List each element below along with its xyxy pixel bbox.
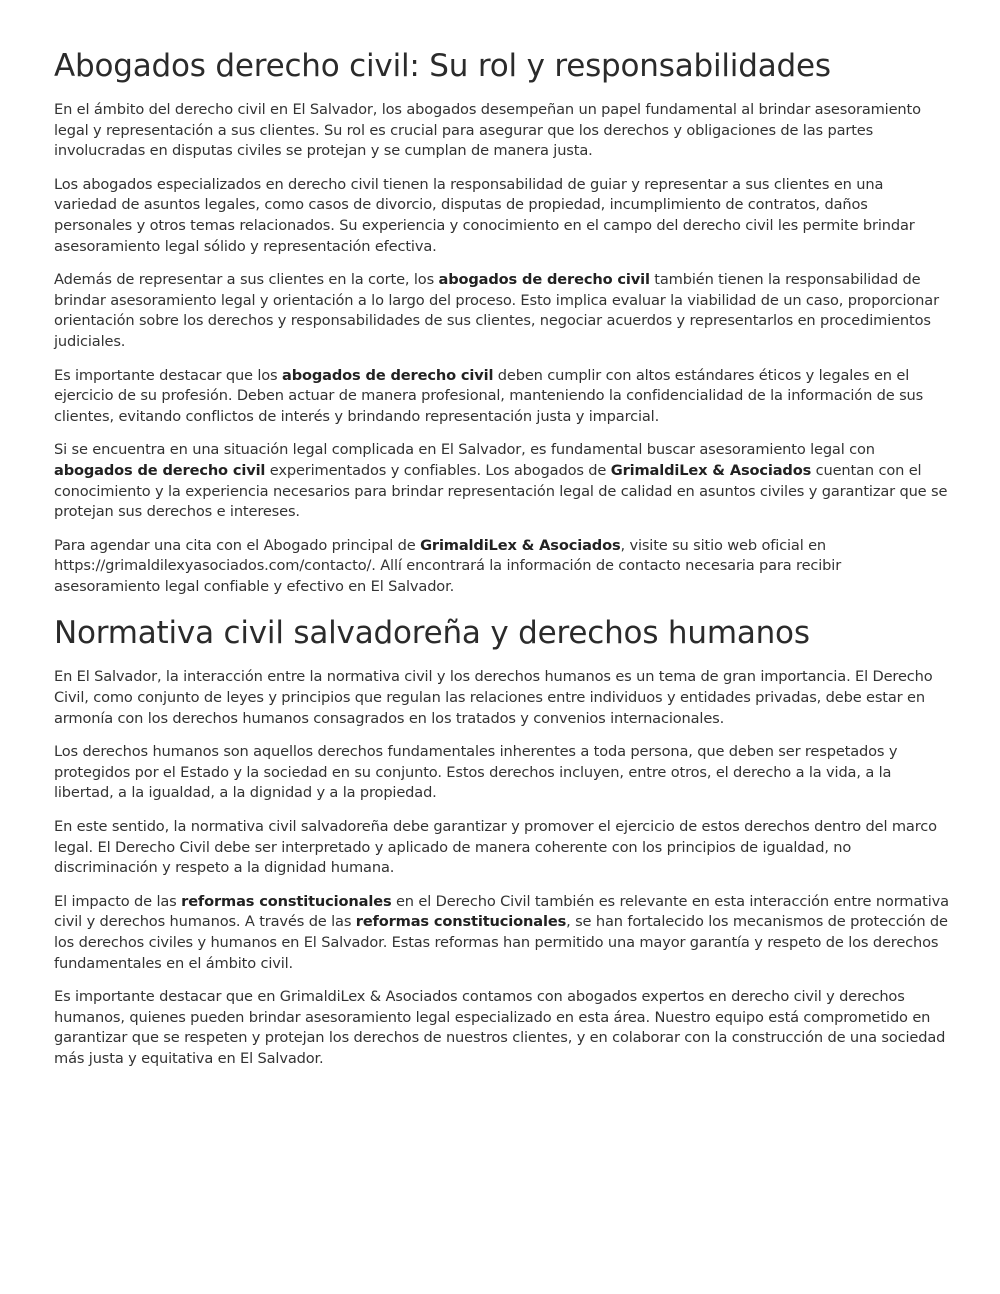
paragraph: Los derechos humanos son aquellos derechos fundamentales inherentes a toda persona, que deben ser respetados y protegidos por el Estado y la sociedad en su conjunto. Estos derechos incluyen, entre otros, el derecho a la vida, a la libertad, a la igualdad, a la dignidad y a la propiedad. — [54, 743, 898, 802]
paragraph: En este sentido, la normativa civil salvadoreña debe garantizar y promover el ejercicio de estos derechos dentro del marco legal. El Derecho Civil debe ser interpretado y aplicado de manera coherente con los principios de igualdad, no discriminación y respeto a la dignidad humana. — [54, 818, 937, 877]
paragraph-text: Es importante destacar que los — [54, 366, 283, 384]
bold-keyword: abogados de derecho civil — [282, 366, 494, 384]
paragraph — [54, 366, 950, 428]
document-page — [54, 46, 950, 1083]
section-heading-normativa: Normativa civil salvadoreña y derechos humanos — [54, 615, 810, 652]
paragraph-text: cuentan con el conocimiento y la experiencia necesarios para brindar representación legal de calidad en asuntos civiles y garantizar que se protejan sus derechos e intereses. — [54, 461, 948, 521]
bold-firm-name: GrimaldiLex & Asociados — [420, 536, 621, 554]
bold-firm-name: GrimaldiLex & Asociados — [610, 461, 812, 479]
section-heading-abogados: Abogados derecho civil: Su rol y responsabilidades — [54, 48, 831, 84]
paragraph: En el ámbito del derecho civil en El Salvador, los abogados desempeñan un papel fundamental al brindar asesoramiento legal y representación a sus clientes. Su rol es crucial para asegurar que los derechos y obligaciones de las partes involucradas en disputas civiles se protejan y se cumplan de manera justa. — [54, 101, 921, 160]
paragraph-text: Si se encuentra en una situación legal complicada en El Salvador, es fundamental buscar asesoramiento legal con — [54, 441, 875, 459]
paragraph: En El Salvador, la interacción entre la normativa civil y los derechos humanos es un tema de gran importancia. El Derecho Civil, como conjunto de leyes y principios que regulan las relaciones entre individuos y entidades privadas, debe estar en armonía con los derechos humanos consagrados en los tratados y convenios internacionales. — [54, 668, 933, 727]
bold-keyword: abogados de derecho civil — [438, 271, 650, 289]
paragraph-text: experimentados y confiables. Los abogados de — [265, 461, 611, 479]
paragraph-text: también tienen la responsabilidad de brindar asesoramiento legal y orientación a lo largo del proceso. Esto implica evaluar la viabilidad de un caso, proporcionar orientación sobre los derechos y responsabilidades de sus clientes, negociar acuerdos y representarlos en procedimientos judiciales. — [54, 271, 939, 350]
paragraph: Es importante destacar que en GrimaldiLex & Asociados contamos con abogados expertos en derecho civil y derechos humanos, quienes pueden brindar asesoramiento legal especializado en esta área. Nuestro equipo está comprometido en garantizar que se respeten y protejan los derechos de nuestros clientes, y en colaborar con la construcción de una sociedad más justa y equitativa en El Salvador. — [54, 988, 946, 1067]
paragraph — [54, 536, 950, 598]
paragraph-text: en el Derecho Civil también es relevante en esta interacción entre normativa civil y derechos humanos. A través de las — [54, 892, 949, 931]
paragraph — [54, 440, 950, 522]
paragraph-text: , visite su sitio web oficial en https://grimaldilexyasociados.com/contacto/. Allí encontrará la información de contacto necesaria para recibir asesoramiento legal confiable y efectivo en El Salvador. — [54, 536, 842, 595]
paragraph-text: El impacto de las — [54, 892, 182, 910]
paragraph-text: Además de representar a sus clientes en la corte, los — [54, 271, 439, 289]
paragraph-text: Para agendar una cita con el Abogado principal de — [54, 536, 421, 554]
paragraph-text: deben cumplir con altos estándares éticos y legales en el ejercicio de su profesión. Deben actuar de manera profesional, manteniendo la confidencialidad de la información de sus clientes, evitando conflictos de interés y brindando representación justa y imparcial. — [54, 366, 924, 425]
paragraph — [54, 270, 950, 352]
bold-keyword: abogados de derecho civil — [54, 461, 266, 479]
bold-keyword: reformas constitucionales — [181, 892, 392, 910]
paragraph: Los abogados especializados en derecho civil tienen la responsabilidad de guiar y representar a sus clientes en una variedad de asuntos legales, como casos de divorcio, disputas de propiedad, incumplimiento de contratos, daños personales y otros temas relacionados. Su experiencia y conocimiento en el campo del derecho civil les permite brindar asesoramiento legal sólido y representación efectiva. — [54, 175, 915, 255]
paragraph — [54, 892, 950, 974]
bold-keyword: reformas constitucionales — [355, 913, 567, 931]
paragraph-text: , se han fortalecido los mecanismos de protección de los derechos civiles y humanos en El Salvador. Estas reformas han permitido una mayor garantía y respeto de los derechos fundamentales en el ámbito civil. — [54, 913, 948, 972]
